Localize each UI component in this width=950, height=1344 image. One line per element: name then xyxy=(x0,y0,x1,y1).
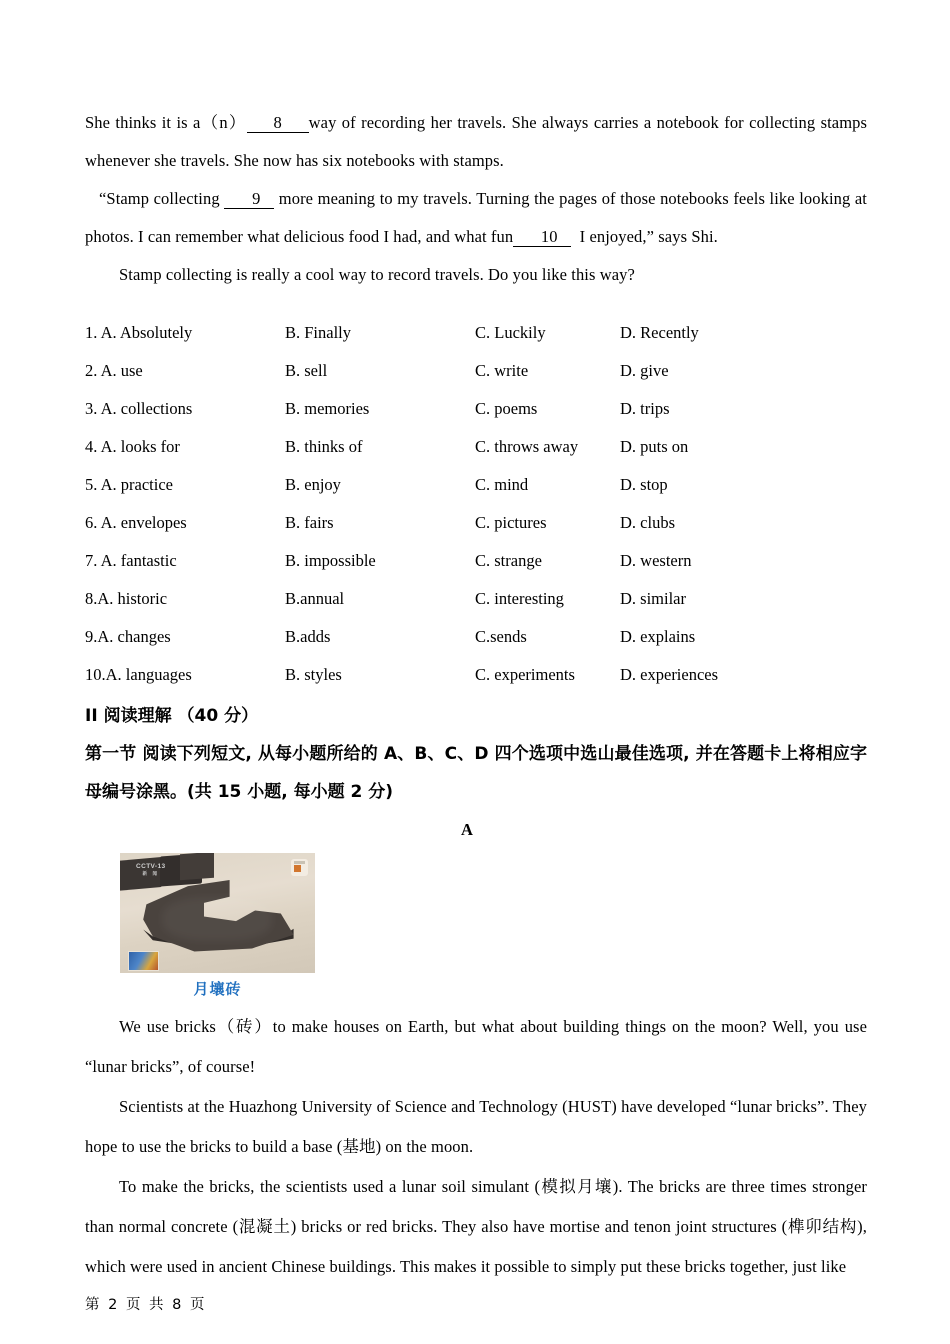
main-lunar-brick-icon xyxy=(140,877,300,965)
option-a[interactable]: 2. A. use xyxy=(85,361,143,380)
option-a[interactable]: 7. A. fantastic xyxy=(85,551,177,570)
section-title-reading: II 阅读理解 （40 分） xyxy=(85,706,259,726)
option-c[interactable]: C.sends xyxy=(475,627,527,646)
option-b[interactable]: B. fairs xyxy=(285,513,334,532)
option-a[interactable]: 8.A. historic xyxy=(85,589,168,608)
passage-paragraph: To make the bricks, the scientists used a lunar soil simulant (模拟月壤). The bricks are three times stronger than normal concrete (混凝土) bricks or red bricks. They also have mortise and tenon joint structures (榫卯结构), which were used in ancient Chinese buildings. This makes it possible to simply put these bricks together, just like xyxy=(85,1177,867,1276)
option-c[interactable]: C. Luckily xyxy=(475,323,546,342)
option-a[interactable]: 4. A. looks for xyxy=(85,437,180,456)
brick-highlight xyxy=(162,897,272,941)
channel-logo-icon xyxy=(291,859,308,876)
passage-letter-a: A xyxy=(461,820,473,839)
passage-paragraph: We use bricks（砖）to make houses on Earth, but what about building things on the moon? Well, you use “lunar bricks”, of course! xyxy=(85,1017,867,1076)
passage-a-body xyxy=(85,1007,867,1287)
option-row xyxy=(85,428,867,466)
cloze-paragraph-1 xyxy=(85,104,867,180)
page-footer: 第 2 页 共 8 页 xyxy=(85,1297,207,1313)
option-a[interactable]: 1. A. Absolutely xyxy=(85,323,193,342)
option-d[interactable]: D. give xyxy=(620,361,669,380)
option-b[interactable]: B. styles xyxy=(285,665,342,684)
option-c[interactable]: C. mind xyxy=(475,475,529,494)
cloze-p2-before: “Stamp collecting xyxy=(99,189,220,208)
option-d[interactable]: D. western xyxy=(620,551,692,570)
option-a[interactable]: 3. A. collections xyxy=(85,399,193,418)
section-description: 第一节 阅读下列短文, 从每小题所给的 A、B、C、D 四个选项中选山最佳选项, 并在答题卡上将相应字母编号涂黑。(共 15 小题, 每小题 2 分) xyxy=(85,744,867,802)
option-row xyxy=(85,542,867,580)
option-b[interactable]: B.annual xyxy=(285,589,345,608)
figure-caption: 月壤砖 xyxy=(193,980,242,998)
option-row xyxy=(85,314,867,352)
cloze-p2-after: more meaning to my travels. Turning the pages of those notebooks feels like looking at photos. I can remember what delicious food I had, and what fun xyxy=(85,189,867,246)
option-d[interactable]: D. trips xyxy=(620,399,670,418)
option-c[interactable]: C. interesting xyxy=(475,589,564,608)
page-content xyxy=(85,104,867,1287)
option-b[interactable]: B. memories xyxy=(285,399,370,418)
cloze-options-list xyxy=(85,314,867,694)
option-b[interactable]: B. sell xyxy=(285,361,328,380)
option-b[interactable]: B. Finally xyxy=(285,323,352,342)
watermark-main-text: CCTV-13 xyxy=(136,863,166,870)
option-row xyxy=(85,352,867,390)
option-d[interactable]: D. Recently xyxy=(620,323,699,342)
cloze-p1-after: way of recording her travels. She always carries a notebook for collecting stamps whenever she travels. She now has six notebooks with stamps. xyxy=(85,113,868,170)
option-a[interactable]: 6. A. envelopes xyxy=(85,513,187,532)
option-c[interactable]: C. write xyxy=(475,361,529,380)
cloze-blank-10: 10 xyxy=(513,228,571,247)
option-c[interactable]: C. experiments xyxy=(475,665,575,684)
option-b[interactable]: B. thinks of xyxy=(285,437,363,456)
option-d[interactable]: D. experiences xyxy=(620,665,719,684)
cloze-closing-paragraph: Stamp collecting is really a cool way to record travels. Do you like this way? xyxy=(119,265,635,284)
option-row xyxy=(85,618,867,656)
option-a[interactable]: 9.A. changes xyxy=(85,627,171,646)
option-d[interactable]: D. clubs xyxy=(620,513,675,532)
cloze-blank-8: 8 xyxy=(247,114,309,133)
option-b[interactable]: B. impossible xyxy=(285,551,376,570)
lunar-brick-photo xyxy=(120,853,315,973)
option-d[interactable]: D. explains xyxy=(620,627,696,646)
option-b[interactable]: B.adds xyxy=(285,627,331,646)
option-a[interactable]: 5. A. practice xyxy=(85,475,173,494)
option-d[interactable]: D. stop xyxy=(620,475,668,494)
option-a[interactable]: 10.A. languages xyxy=(85,665,192,684)
option-row xyxy=(85,504,867,542)
option-d[interactable]: D. similar xyxy=(620,589,686,608)
option-row xyxy=(85,466,867,504)
cctv-watermark-icon xyxy=(136,863,166,879)
cloze-blank-9: 9 xyxy=(224,190,274,209)
passage-paragraph: Scientists at the Huazhong University of Science and Technology (HUST) have developed “lunar bricks”. They hope to use the bricks to build a base (基地) on the moon. xyxy=(85,1097,867,1156)
option-c[interactable]: C. pictures xyxy=(475,513,547,532)
figure-lunar-brick xyxy=(120,853,867,1005)
option-b[interactable]: B. enjoy xyxy=(285,475,341,494)
option-c[interactable]: C. poems xyxy=(475,399,538,418)
option-d[interactable]: D. puts on xyxy=(620,437,689,456)
option-row xyxy=(85,656,867,694)
option-row xyxy=(85,580,867,618)
thumbnail-badge-icon xyxy=(128,951,159,971)
option-c[interactable]: C. strange xyxy=(475,551,542,570)
cloze-p1-before: She thinks it is a（n） xyxy=(85,113,247,132)
option-c[interactable]: C. throws away xyxy=(475,437,579,456)
option-row xyxy=(85,390,867,428)
cloze-p2-after2: I enjoyed,” says Shi. xyxy=(579,227,718,246)
watermark-sub-text: 新 闻 xyxy=(142,872,160,877)
cloze-paragraph-2 xyxy=(85,180,867,256)
